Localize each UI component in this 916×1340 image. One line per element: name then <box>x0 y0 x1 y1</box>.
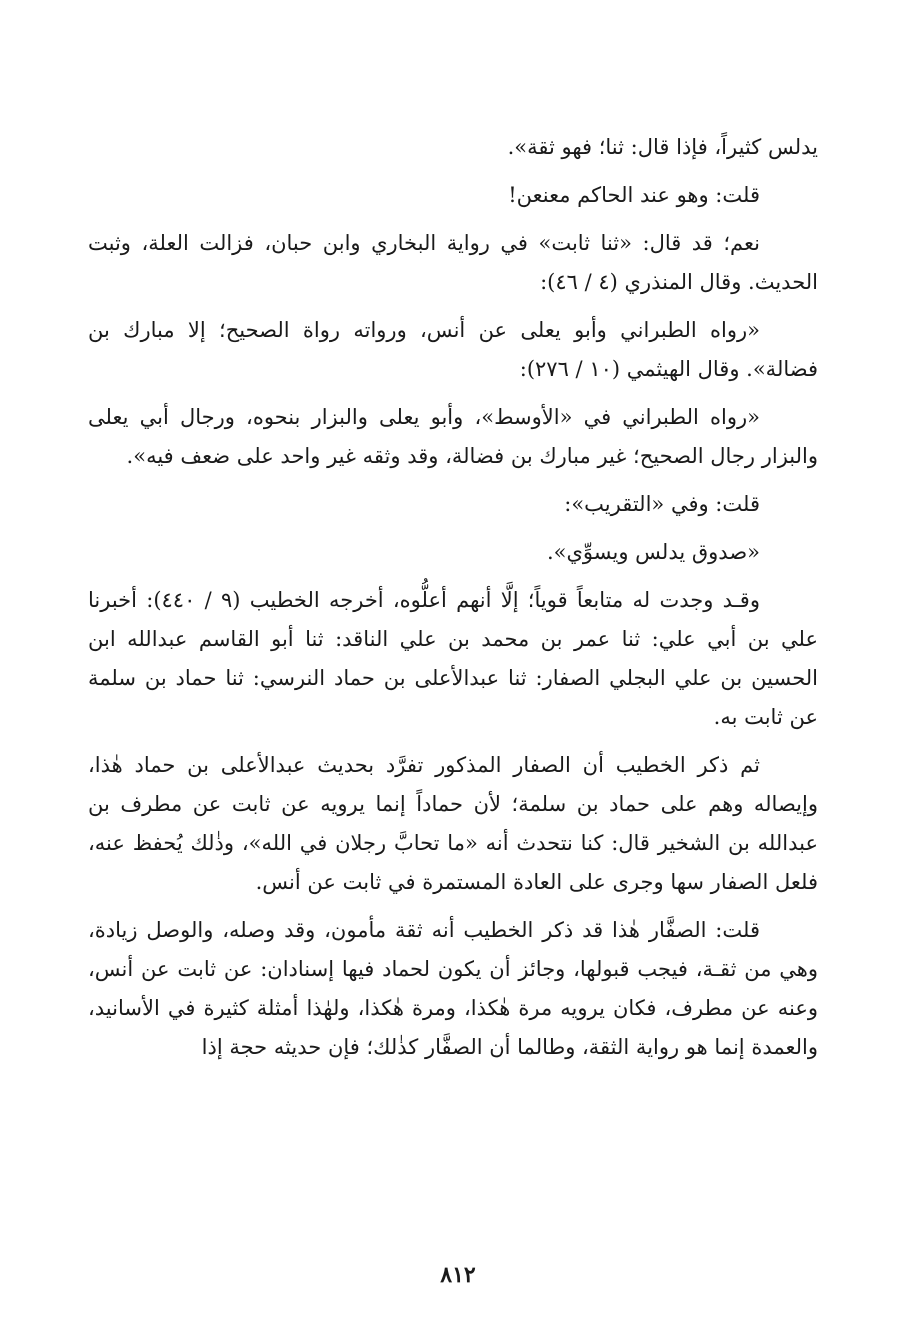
paragraph-7: «صدوق يدلس ويسوِّي». <box>546 540 760 564</box>
paragraph-1: يدلس كثيراً، فإذا قال: ثنا؛ فهو ثقة». <box>507 135 818 159</box>
paragraph-8: وقـد وجدت له متابعاً قوياً؛ إلَّا أنهم أعلُّوه، أخرجه الخطيب (٩ / ٤٤٠): أخبرنا علي بن أبي علي: ثنا عمر بن محمد بن علي الناقد: ثنا أبو القاسم عبدالله ابن الحسين بن علي البجلي الصفار: ثنا عبدالأعلى بن حماد النرسي: ثنا حماد بن سلمة عن ثابت به. <box>88 588 818 729</box>
paragraph-9: ثم ذكر الخطيب أن الصفار المذكور تفرَّد بحديث عبدالأعلى بن حماد هٰذا، وإيصاله وهم على حماد بن سلمة؛ لأن حماداً إنما يرويه عن ثابت عن مطرف بن عبدالله بن الشخير قال: كنا نتحدث أنه «ما تحابَّ رجلان في الله»، وذٰلك يُحفظ عنه، فلعل الصفار سها وجرى على العادة المستمرة في ثابت عن أنس. <box>88 753 818 894</box>
paragraph-3: نعم؛ قد قال: «ثنا ثابت» في رواية البخاري وابن حبان، فزالت العلة، وثبت الحديث. وقال المنذري (٤ / ٤٦): <box>88 231 818 294</box>
paragraph-4: «رواه الطبراني وأبو يعلى عن أنس، ورواته رواة الصحيح؛ إلا مبارك بن فضالة». وقال الهيثمي (١٠ / ٢٧٦): <box>88 318 818 381</box>
paragraph-6: قلت: وفي «التقريب»: <box>564 492 760 516</box>
page-number: ٨١٢ <box>440 1262 476 1288</box>
paragraph-2: قلت: وهو عند الحاكم معنعن! <box>508 183 760 207</box>
document-body <box>88 128 818 1076</box>
paragraph-5: «رواه الطبراني في «الأوسط»، وأبو يعلى والبزار بنحوه، ورجال أبي يعلى والبزار رجال الصحيح؛ غير مبارك بن فضالة، وقد وثقه غير واحد على ضعف فيه». <box>88 405 818 468</box>
paragraph-10: قلت: الصفَّار هٰذا قد ذكر الخطيب أنه ثقة مأمون، وقد وصله، والوصل زيادة، وهي من ثقـة، فيجب قبولها، وجائز أن يكون لحماد فيها إسنادان: عن ثابت عن أنس، وعنه عن مطرف، فكان يرويه مرة هٰكذا، ومرة هٰكذا، ولهٰذا أمثلة كثيرة في الأسانيد، والعمدة إنما هو رواية الثقة، وطالما أن الصفَّار كذٰلك؛ فإن حديثه حجة إذا <box>88 918 818 1059</box>
